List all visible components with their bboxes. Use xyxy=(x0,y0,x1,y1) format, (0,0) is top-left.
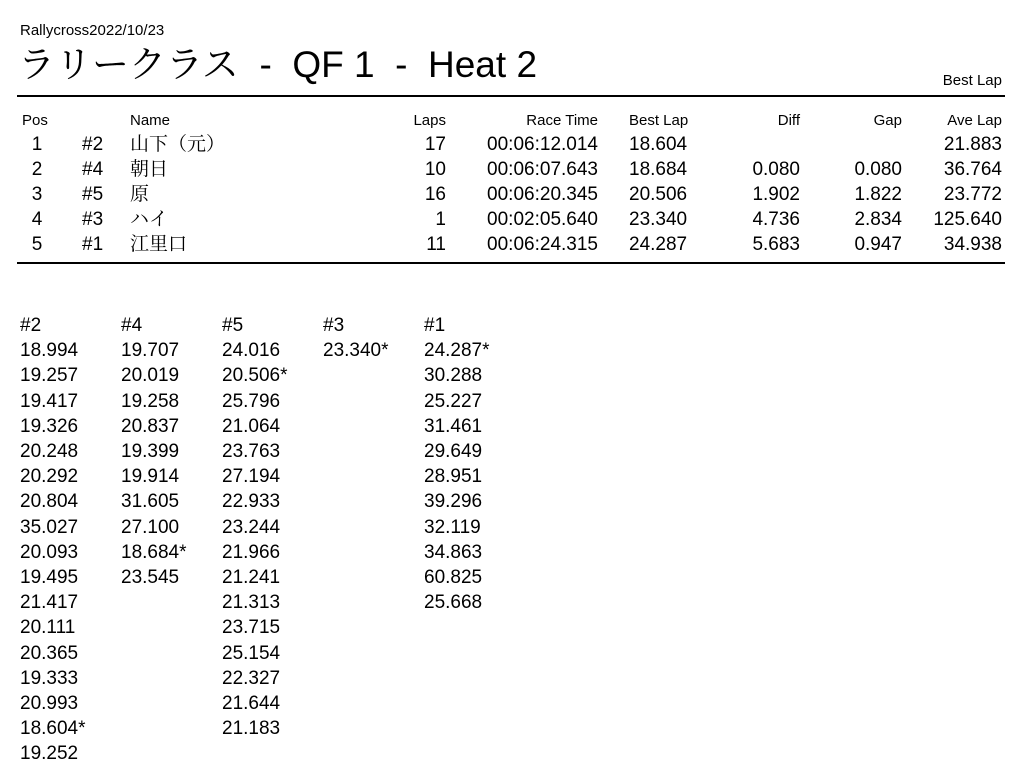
lap-time-value: 18.994 xyxy=(20,340,79,362)
position-cell: 5 xyxy=(31,234,43,255)
gap-cell: 0.947 xyxy=(854,234,902,255)
lap-time-value: 19.326 xyxy=(20,415,79,437)
lap-time-value: 19.258 xyxy=(121,390,180,412)
lap-time-value: 23.763 xyxy=(222,441,281,463)
lap-time-value: 20.093 xyxy=(20,541,79,563)
lap-time-value: 21.644 xyxy=(222,693,281,715)
lap-column-car-number: #2 xyxy=(20,315,42,336)
diff-cell: 0.080 xyxy=(752,159,800,180)
car-number-cell: #3 xyxy=(82,209,104,230)
race-time-cell: 00:06:12.014 xyxy=(487,134,598,155)
lap-column-car-number: #1 xyxy=(424,315,446,336)
lap-time-value: 20.993 xyxy=(20,693,79,715)
lap-time-value: 18.604* xyxy=(20,718,86,740)
lap-time-value: 19.707 xyxy=(121,340,180,362)
ave-lap-cell: 34.938 xyxy=(943,234,1002,255)
results-table xyxy=(0,110,1024,257)
lap-time-value: 21.966 xyxy=(222,541,281,563)
column-header-ave-lap: Ave Lap xyxy=(947,112,1002,129)
lap-time-value: 21.064 xyxy=(222,415,281,437)
lap-time-value: 23.244 xyxy=(222,516,281,538)
lap-times-column xyxy=(323,313,423,363)
lap-time-value: 19.417 xyxy=(20,390,79,412)
lap-time-value: 25.668 xyxy=(424,592,483,614)
lap-time-value: 28.951 xyxy=(424,466,483,488)
lap-time-value: 29.649 xyxy=(424,441,483,463)
ave-lap-cell: 125.640 xyxy=(933,209,1002,230)
lap-time-value: 25.154 xyxy=(222,642,281,664)
best-lap-cell: 24.287 xyxy=(629,234,688,255)
lap-time-value: 22.933 xyxy=(222,491,281,513)
lap-column-car-number: #4 xyxy=(121,315,143,336)
driver-name-cell: ハイ xyxy=(130,209,169,230)
column-header-name: Name xyxy=(130,112,171,129)
lap-time-value: 23.340* xyxy=(323,340,389,362)
lap-time-value: 34.863 xyxy=(424,541,483,563)
results-body xyxy=(0,132,1024,257)
lap-time-value: 31.461 xyxy=(424,415,483,437)
race-time-cell: 00:06:07.643 xyxy=(487,159,598,180)
lap-time-value: 18.684* xyxy=(121,541,187,563)
lap-column-car-number: #5 xyxy=(222,315,244,336)
sort-order-label: Best Lap xyxy=(942,72,1002,89)
race-time-cell: 00:02:05.640 xyxy=(487,209,598,230)
lap-times-column xyxy=(424,313,524,615)
table-row xyxy=(0,132,1024,157)
lap-time-value: 23.715 xyxy=(222,617,281,639)
laps-cell: 17 xyxy=(424,134,446,155)
lap-time-value: 19.399 xyxy=(121,441,180,463)
laps-cell: 10 xyxy=(424,159,446,180)
car-number-cell: #2 xyxy=(82,134,104,155)
gap-cell: 2.834 xyxy=(854,209,902,230)
table-row xyxy=(0,207,1024,232)
table-row xyxy=(0,232,1024,257)
lap-times-column xyxy=(222,313,322,741)
lap-time-value: 39.296 xyxy=(424,491,483,513)
column-header-diff: Diff xyxy=(777,112,800,129)
best-lap-cell: 18.684 xyxy=(629,159,688,180)
position-cell: 4 xyxy=(31,209,43,230)
lap-time-value: 24.016 xyxy=(222,340,281,362)
lap-time-value: 20.292 xyxy=(20,466,79,488)
lap-time-value: 22.327 xyxy=(222,667,281,689)
ave-lap-cell: 21.883 xyxy=(943,134,1002,155)
lap-time-value: 19.495 xyxy=(20,567,79,589)
diff-cell: 4.736 xyxy=(752,209,800,230)
lap-time-value: 21.183 xyxy=(222,718,281,740)
lap-time-value: 20.506* xyxy=(222,365,288,387)
ave-lap-cell: 36.764 xyxy=(943,159,1002,180)
lap-time-value: 35.027 xyxy=(20,516,79,538)
race-time-cell: 00:06:24.315 xyxy=(487,234,598,255)
gap-cell: 1.822 xyxy=(854,184,902,205)
lap-time-value: 19.914 xyxy=(121,466,180,488)
column-header-pos: Pos xyxy=(22,112,48,129)
laps-cell: 1 xyxy=(435,209,446,230)
best-lap-cell: 23.340 xyxy=(629,209,688,230)
ave-lap-cell: 23.772 xyxy=(943,184,1002,205)
lap-time-value: 20.111 xyxy=(20,617,76,639)
lap-times-column xyxy=(20,313,120,767)
lap-time-value: 60.825 xyxy=(424,567,483,589)
event-date-label: Rallycross2022/10/23 xyxy=(20,22,165,39)
car-number-cell: #5 xyxy=(82,184,104,205)
car-number-cell: #1 xyxy=(82,234,104,255)
lap-time-value: 20.837 xyxy=(121,415,180,437)
lap-time-value: 20.365 xyxy=(20,642,79,664)
column-header-laps: Laps xyxy=(413,112,446,129)
table-row xyxy=(0,157,1024,182)
laps-cell: 11 xyxy=(426,234,446,255)
laps-cell: 16 xyxy=(424,184,446,205)
header-divider xyxy=(17,95,1005,97)
lap-time-value: 23.545 xyxy=(121,567,180,589)
lap-time-value: 27.194 xyxy=(222,466,281,488)
diff-cell: 1.902 xyxy=(752,184,800,205)
lap-time-value: 25.227 xyxy=(424,390,483,412)
gap-cell: 0.080 xyxy=(854,159,902,180)
column-header-gap: Gap xyxy=(873,112,902,129)
lap-time-value: 20.804 xyxy=(20,491,79,513)
lap-time-value: 21.241 xyxy=(222,567,281,589)
lap-time-value: 20.019 xyxy=(121,365,180,387)
lap-time-value: 30.288 xyxy=(424,365,483,387)
driver-name-cell: 江里口 xyxy=(130,234,188,255)
results-divider xyxy=(17,262,1005,264)
lap-times-column xyxy=(121,313,221,590)
lap-time-value: 21.417 xyxy=(20,592,79,614)
driver-name-cell: 原 xyxy=(130,184,150,205)
best-lap-cell: 20.506 xyxy=(629,184,688,205)
lap-time-value: 25.796 xyxy=(222,390,281,412)
lap-time-value: 31.605 xyxy=(121,491,180,513)
position-cell: 3 xyxy=(31,184,43,205)
race-time-cell: 00:06:20.345 xyxy=(487,184,598,205)
car-number-cell: #4 xyxy=(82,159,104,180)
lap-time-value: 19.252 xyxy=(20,743,79,765)
driver-name-cell: 山下（元） xyxy=(130,134,226,155)
lap-time-value: 20.248 xyxy=(20,441,79,463)
page-title: ラリークラス - QF 1 - Heat 2 xyxy=(18,44,538,85)
position-cell: 2 xyxy=(31,159,43,180)
lap-time-value: 19.257 xyxy=(20,365,79,387)
lap-time-value: 19.333 xyxy=(20,667,79,689)
best-lap-cell: 18.604 xyxy=(629,134,688,155)
lap-time-value: 21.313 xyxy=(222,592,281,614)
lap-time-value: 27.100 xyxy=(121,516,180,538)
driver-name-cell: 朝日 xyxy=(130,159,169,180)
lap-column-car-number: #3 xyxy=(323,315,345,336)
column-header-best-lap: Best Lap xyxy=(629,112,689,129)
column-header-race-time: Race Time xyxy=(526,112,598,129)
results-header-row xyxy=(0,110,1024,132)
position-cell: 1 xyxy=(31,134,43,155)
table-row xyxy=(0,182,1024,207)
lap-time-value: 24.287* xyxy=(424,340,490,362)
lap-time-value: 32.119 xyxy=(424,516,481,538)
diff-cell: 5.683 xyxy=(752,234,800,255)
